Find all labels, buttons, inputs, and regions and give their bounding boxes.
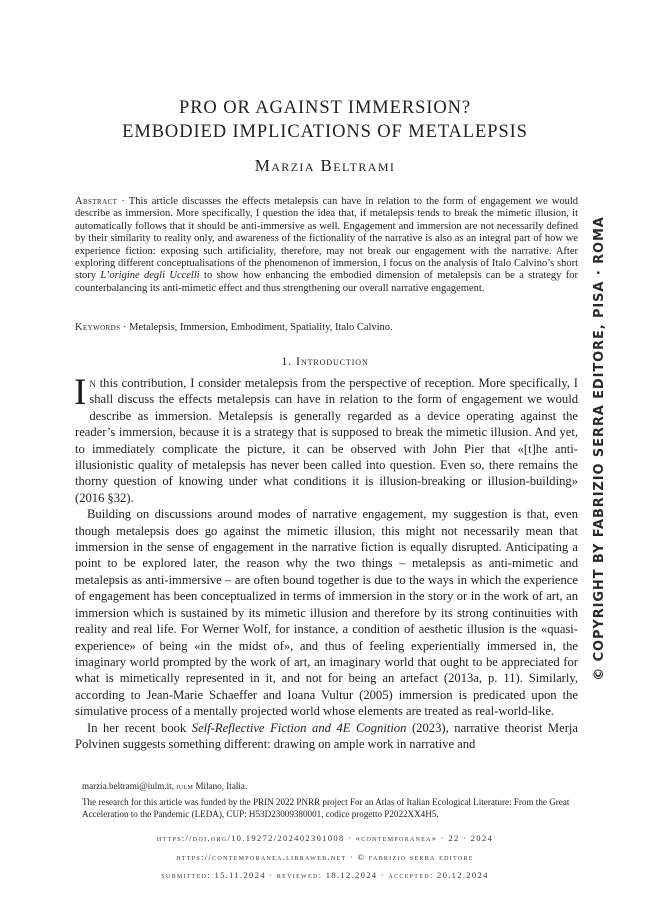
paragraph-3-text-a: In her recent book bbox=[87, 720, 192, 735]
city: Milano, Italia. bbox=[193, 781, 248, 791]
title-line-1: PRO OR AGAINST IMMERSION? bbox=[179, 98, 471, 118]
keywords bbox=[75, 322, 578, 333]
section-heading: 1. Introduction bbox=[281, 354, 369, 368]
publication-meta bbox=[0, 829, 650, 885]
body-text bbox=[74, 372, 579, 752]
copyright-sidebar bbox=[588, 213, 610, 683]
paragraph-2: Building on discussions around modes of narrative engagement, my suggestion is that, even though metalepsis does go against the mimetic illusion, this might not necessarily mean that immersion in the sense of engagement in the narrative fiction is equally disrupted. Anticipating a point to be explored later, the reason why the two things – metalepsis as anti-mimetic and metalepsis as anti-immersive – are often bound together is due to the ways in which the experience of engagement has been conceptualized in terms of immersion in the story or in the work of art, an immersion which is sustained by its mimetic illusion and therefore by its strong continuities with reality and real life. For Werner Wolf, for instance, a condition of aesthetic illusion is the «quasi-experience» of being «in the midst of», and thus of feeling experientially immersed in, the imaginary world prompted by the work of art, an imaginary world that ought to be appreciated for what is mimetically represented in it, and not for being an artefact (2013a, p. 11). Similarly, according to Jean-Marie Schaeffer and Ioana Vultur (2005) immersion is predicated upon the simulative process of a mentally projected world whose elements are treated as real-world-like. bbox=[75, 507, 578, 719]
author-email: marzia.beltrami@iulm.it, bbox=[82, 781, 174, 791]
abstract-text: This article discusses the effects metalepsis can have in relation to the form of engagement we would describe as immersion. More specifically, I question the idea that, if metalepsis tends to break the mimetic illusion, it automatically follows that it should be anti-immersive as well. Engagement and immersion are not necessarily defined by their similarity to reality only, and awareness of the fictionality of the narrative is also as an integral part of how we experience fiction: exposing such artificiality, therefore, may not break our engagement with the narrative. After exploring different conceptualisations of the phenomenon of immersion, I focus on the analysis of Italo Calvino’s short story bbox=[75, 196, 579, 282]
book-title-italic: Self-Reflective Fiction and 4E Cognition bbox=[191, 720, 407, 735]
author-name: Marzia Beltrami bbox=[254, 156, 396, 175]
article-title bbox=[0, 96, 650, 144]
paragraph-1-text: this contribution, I consider metalepsis from the perspective of reception. More specifically, I shall discuss the effects metalepsis can have in relation to the form of engagement we would describe as immersion. Metalepsis is generally regarded as a device operating against the reader’s immersion, because it is a strategy that is supposed to break the mimetic illusion. And yet, to immediately complicate the picture, it can be observed with John Pier that «[t]he anti-illusionistic quality of metalepsis has never been called into question. Even so, there remains the thorny question of knowing under what conditions it is illusion-breaking or illusion-building» (2016 §32). bbox=[75, 376, 578, 505]
keywords-text: Metalepsis, Immersion, Embodiment, Spatiality, Italo Calvino. bbox=[129, 322, 393, 333]
keywords-label: Keywords bbox=[75, 322, 121, 333]
keywords-separator: · bbox=[120, 322, 130, 333]
dates-line: submitted: 15.11.2024 · reviewed: 18.12.2024 · accepted: 20.12.2024 bbox=[161, 870, 489, 880]
abstract-text-end: to show how enhancing the embodied dimension of metalepsis can be a strategy for counterbalancing its anti-mimetic effect and thus strengthening our overall narrative engagement. bbox=[75, 270, 578, 294]
abstract-italic-title: L’origine degli Uccelli bbox=[100, 270, 200, 282]
footnote-affiliation bbox=[82, 781, 578, 792]
abstract bbox=[75, 196, 578, 295]
first-word: n bbox=[89, 376, 96, 390]
footnote-funding: The research for this article was funded by the PRIN 2022 PNRR project For an Atlas of Italian Ecological Literature: From the Great Acceleration to the Pandemic (LEDA), CUP: H53D23009380001, codice progetto P2022XX4H5. bbox=[82, 797, 570, 819]
institution: iulm bbox=[176, 781, 194, 791]
paragraph-3-text-b: (2023), narrative theorist Merja Polvinen suggests something different: drawing on ample work in narrative and bbox=[75, 720, 579, 751]
drop-cap: I bbox=[74, 372, 87, 413]
abstract-label: Abstract bbox=[75, 196, 118, 207]
copyright-text: © COPYRIGHT BY FABRIZIO SERRA EDITORE, PISA · ROMA bbox=[591, 215, 607, 681]
paragraph-3 bbox=[75, 720, 578, 753]
paragraph-1 bbox=[74, 372, 578, 506]
website-line: https://contemporanea.libraweb.net · © fabrizio serra editore bbox=[176, 851, 474, 862]
doi-line: https://doi.org/10.19272/202402301008 · «contemporanea» · 22 · 2024 bbox=[156, 833, 494, 843]
abstract-separator: · bbox=[117, 196, 129, 207]
footnotes bbox=[82, 781, 578, 825]
title-line-2: EMBODIED IMPLICATIONS OF METALEPSIS bbox=[122, 122, 528, 142]
